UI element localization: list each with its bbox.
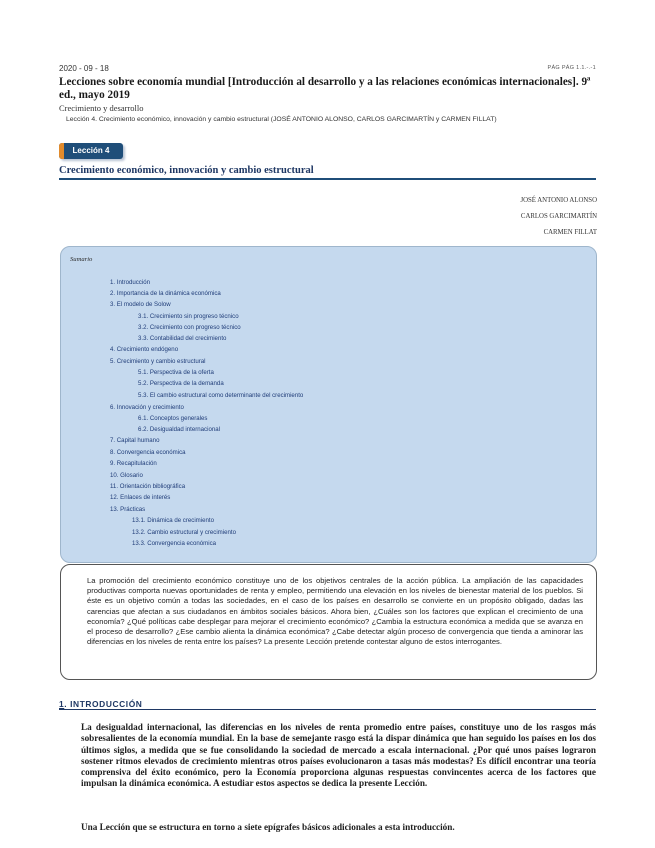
title-divider [59, 178, 596, 180]
toc-link[interactable]: 5.2. Perspectiva de la demanda [138, 380, 224, 387]
toc-link[interactable]: 6. Innovación y crecimiento [110, 404, 184, 411]
toc-link[interactable]: 13.1. Dinámica de crecimiento [132, 517, 214, 524]
toc-link[interactable]: 7. Capital humano [110, 437, 160, 444]
toc-link[interactable]: 3.2. Crecimiento con progreso técnico [138, 324, 241, 331]
abstract-box [60, 564, 597, 680]
toc-link[interactable]: 2. Importancia de la dinámica económica [110, 290, 221, 297]
lesson-badge-label: Lección 4 [72, 146, 110, 155]
body-paragraph: La desigualdad internacional, las diferencias en los niveles de renta promedio entre países, constituye uno de los rasgos más sobresalientes de la economía mundial. En la base de semejante rasgo está la dispar dinámica que han seguido los países en los dos últimos siglos, a medida que se fue consolidando la sociedad de mercado a escala internacional. ¿Por qué unos países lograron sostener ritmos elevados de crecimiento mientras otros países evolucionaron a tasas más modestas? Es difícil encontrar una teoría comprensiva del éxito económico, pero la Economía proporciona algunas respuestas convincentes acerca de los factores que impulsan la dinámica económica. A estudiar estos aspectos se dedica la presente Lección. [81, 722, 596, 789]
toc-link[interactable]: 6.2. Desigualdad internacional [138, 426, 220, 433]
book-title: Lecciones sobre economía mundial [Introducción al desarrollo y a las relaciones económicas internacionales]. 9ª ed., mayo 2019 [59, 76, 591, 101]
toc-link[interactable]: 8. Convergencia económica [110, 449, 186, 456]
toc-link[interactable]: 1. Introducción [110, 279, 150, 286]
toc-link[interactable]: 10. Glosario [110, 472, 143, 479]
toc-heading: Sumario [70, 256, 93, 263]
toc-link[interactable]: 5.3. El cambio estructural como determinante del crecimiento [138, 392, 304, 399]
author-name: JOSÉ ANTONIO ALONSO [520, 197, 597, 204]
toc-link[interactable]: 3.3. Contabilidad del crecimiento [138, 335, 227, 342]
toc-link[interactable]: 12. Enlaces de interés [110, 494, 171, 501]
section-divider [59, 709, 596, 710]
table-of-contents [60, 246, 597, 563]
toc-link[interactable]: 13. Prácticas [110, 506, 146, 513]
section-heading [59, 699, 142, 709]
header-date: 2020 - 09 - 18 [59, 64, 109, 73]
author-name: CARLOS GARCIMARTÍN [520, 213, 597, 220]
lesson-reference: Lección 4. Crecimiento económico, innovación y cambio estructural (JOSÉ ANTONIO ALONSO, CARLOS GARCIMARTÍN y CARMEN FILLAT) [66, 116, 497, 123]
lesson-badge [59, 143, 123, 159]
header-page-code: PÁG PÁG 1.1.-.-1 [547, 65, 596, 71]
toc-link[interactable]: 13.2. Cambio estructural y crecimiento [132, 529, 236, 536]
book-section: Crecimiento y desarrollo [59, 103, 144, 113]
body-paragraph: Una Lección que se estructura en torno a siete epígrafes básicos adicionales a esta introducción. [81, 822, 455, 832]
author-name: CARMEN FILLAT [543, 229, 597, 236]
toc-link[interactable]: 3.1. Crecimiento sin progreso técnico [138, 313, 239, 320]
toc-link[interactable]: 11. Orientación bibliográfica [110, 483, 186, 490]
lesson-title: Crecimiento económico, innovación y cambio estructural [59, 165, 314, 176]
section-number: 1 [59, 699, 65, 709]
toc-link[interactable]: 6.1. Conceptos generales [138, 415, 208, 422]
toc-link[interactable]: 5. Crecimiento y cambio estructural [110, 358, 206, 365]
toc-link[interactable]: 9. Recapitulación [110, 460, 157, 467]
toc-link[interactable]: 13.3. Convergencia económica [132, 540, 217, 547]
toc-link[interactable]: 5.1. Perspectiva de la oferta [138, 369, 214, 376]
section-title: . INTRODUCCIÓN [64, 699, 143, 709]
toc-link[interactable]: 4. Crecimiento endógeno [110, 346, 179, 353]
abstract-text: La promoción del crecimiento económico constituye uno de los objetivos centrales de la acción pública. La ampliación de las capacidades productivas comporta nuevas oportunidades de renta y empleo, permitiendo una elevación en los niveles de bienestar material de los pueblos. Si éste es un objetivo común a todas las sociedades, en el caso de los países en desarrollo se convierte en un propósito obligado, dadas las carencias que afectan a sus ciudadanos en ámbitos sociales básicos. Ahora bien, ¿Cuáles son los factores que explican el crecimiento de una economía? ¿Qué políticas cabe desplegar para mejorar el crecimiento económico? ¿Cambia la estructura económica a medida que se avanza en el proceso de desarrollo? ¿Ese cambio alienta la dinámica económica? ¿Cabe detectar algún proceso de convergencia que tienda a aminorar las diferencias en los niveles de renta entre los países? La presente Lección pretende contestar alguno de estos interrogantes. [87, 576, 583, 647]
toc-link[interactable]: 3. El modelo de Solow [110, 301, 171, 308]
